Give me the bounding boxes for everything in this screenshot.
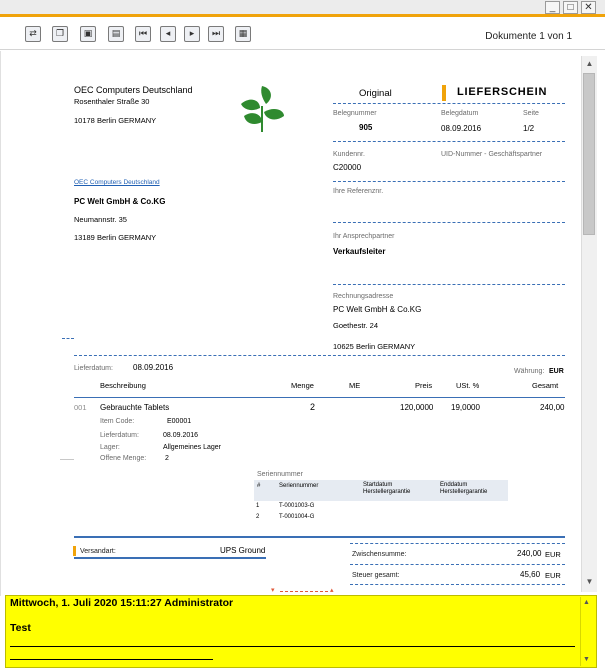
table-header-rule: [74, 397, 565, 398]
belegdatum-value: 08.09.2016: [441, 124, 482, 133]
divider: [333, 141, 565, 142]
belegnummer-label: Belegnummer: [333, 110, 377, 117]
serial-col-start: Startdatum Herstellergarantie: [363, 482, 411, 495]
col-header-ust: USt. %: [456, 381, 480, 390]
page-break-marker-icon: ▾: [271, 587, 275, 594]
seite-label: Seite: [523, 110, 539, 117]
steuer-label: Steuer gesamt:: [352, 572, 400, 579]
last-page-icon[interactable]: ⏭: [208, 26, 224, 42]
close-icon[interactable]: ✕: [581, 1, 596, 14]
scrollbar-thumb[interactable]: [583, 73, 595, 235]
detail-lieferdatum-label: Lieferdatum:: [100, 432, 139, 439]
item-code-value: E00001: [167, 418, 192, 425]
recipient-name: PC Welt GmbH & Co.KG: [74, 197, 166, 206]
save-icon[interactable]: ▣: [80, 26, 96, 42]
kundennr-value: C20000: [333, 163, 362, 172]
lieferdatum-value: 08.09.2016: [133, 363, 174, 372]
belegnummer-value: 905: [359, 123, 373, 132]
divider: [350, 543, 565, 544]
versandart-value: UPS Ground: [220, 546, 266, 555]
document-count: Dokumente 1 von 1: [485, 31, 572, 42]
divider: [333, 181, 565, 182]
serial-col-nr: #: [257, 483, 261, 489]
copy-icon[interactable]: ❐: [52, 26, 68, 42]
footer-rule: [74, 536, 565, 538]
uid-label: UID-Nummer - Geschäftspartner: [441, 151, 543, 158]
versandart-label: Versandart:: [80, 548, 116, 555]
row-ust: 19,0000: [451, 403, 480, 412]
belegdatum-label: Belegdatum: [441, 110, 479, 117]
rechnung-city: 10625 Berlin GERMANY: [333, 342, 416, 351]
serial-row-value: T-0001004-G: [279, 514, 315, 520]
waehrung-label: Währung:: [514, 368, 545, 375]
scroll-down-icon[interactable]: ▼: [585, 577, 594, 586]
detail-lieferdatum-value: 08.09.2016: [163, 432, 199, 439]
status-rule: [10, 646, 575, 647]
col-header-menge: Menge: [291, 381, 314, 390]
recipient-city: 13189 Berlin GERMANY: [74, 233, 157, 242]
sender-street: Rosenthaler Straße 30: [74, 97, 150, 106]
page-break-marker-icon: ▴: [330, 587, 334, 594]
layout-icon[interactable]: ▤: [108, 26, 124, 42]
refresh-icon[interactable]: ⇄: [25, 26, 41, 42]
serial-col-serial: Seriennummer: [279, 483, 319, 489]
referenz-label: Ihre Referenznr.: [333, 188, 384, 195]
col-header-me: ME: [349, 381, 361, 390]
page-break-line: [280, 591, 328, 592]
serial-title: Seriennummer: [257, 471, 303, 478]
row-menge: 2: [310, 402, 316, 412]
col-header-beschreibung: Beschreibung: [100, 381, 146, 390]
versandart-underline: [74, 557, 266, 559]
scroll-up-icon[interactable]: ▲: [585, 59, 594, 68]
divider: [60, 459, 74, 460]
minimize-icon[interactable]: _: [545, 1, 560, 14]
lager-label: Lager:: [100, 444, 120, 451]
first-page-icon[interactable]: ⏮: [135, 26, 151, 42]
rechnungsadresse-label: Rechnungsadresse: [333, 293, 394, 300]
divider: [333, 222, 565, 223]
col-header-preis: Preis: [415, 381, 433, 390]
prev-page-icon[interactable]: ◂: [160, 26, 176, 42]
status-scroll-up-icon[interactable]: ▲: [583, 599, 590, 606]
title-accent-bar: [442, 85, 446, 101]
original-label: Original: [359, 88, 392, 99]
toolbar: [0, 20, 605, 50]
offene-menge-label: Offene Menge:: [100, 455, 147, 462]
next-page-icon[interactable]: ▸: [184, 26, 200, 42]
status-scroll-down-icon[interactable]: ▼: [583, 656, 590, 663]
serial-row-nr: 2: [256, 514, 260, 520]
zwischensumme-currency: EUR: [545, 550, 561, 559]
recipient-street: Neumannstr. 35: [74, 215, 127, 224]
divider: [350, 584, 565, 585]
divider: [333, 284, 565, 285]
col-header-gesamt: Gesamt: [532, 381, 559, 390]
rechnung-street: Goethestr. 24: [333, 321, 379, 330]
sender-city: 10178 Berlin GERMANY: [74, 116, 157, 125]
versandart-accent-bar: [73, 546, 76, 556]
offene-menge-value: 2: [165, 455, 169, 462]
row-position: 001: [74, 403, 87, 412]
seite-value: 1/2: [523, 124, 535, 133]
document-title: LIEFERSCHEIN: [457, 86, 548, 98]
print-preview-icon[interactable]: ▦: [235, 26, 251, 42]
serial-col-end: Enddatum Herstellergarantie: [440, 482, 488, 495]
divider: [74, 355, 565, 356]
status-line-note: Test: [10, 622, 31, 634]
sender-name: OEC Computers Deutschland: [74, 85, 193, 95]
window-titlebar: [0, 0, 605, 17]
lager-value: Allgemeines Lager: [163, 444, 221, 451]
row-gesamt: 240,00: [540, 403, 565, 412]
ansprechpartner-label: Ihr Ansprechpartner: [333, 233, 395, 240]
row-beschreibung: Gebrauchte Tablets: [100, 403, 170, 412]
maximize-icon[interactable]: □: [563, 1, 578, 14]
row-preis: 120,0000: [400, 403, 434, 412]
serial-row-value: T-0001003-G: [279, 503, 315, 509]
divider: [62, 338, 74, 339]
ansprechpartner-value: Verkaufsleiter: [333, 247, 386, 256]
rechnung-name: PC Welt GmbH & Co.KG: [333, 305, 422, 314]
lieferdatum-label: Lieferdatum:: [74, 365, 113, 372]
divider: [350, 564, 565, 565]
zwischensumme-label: Zwischensumme:: [352, 551, 407, 558]
sender-small-line: OEC Computers Deutschland: [74, 179, 160, 186]
serial-row-nr: 1: [256, 503, 260, 509]
waehrung-value: EUR: [549, 368, 564, 375]
status-rule: [10, 659, 213, 660]
item-code-label: Item Code:: [100, 418, 135, 425]
steuer-currency: EUR: [545, 571, 561, 580]
company-logo: [236, 82, 288, 134]
kundennr-label: Kundennr.: [333, 151, 365, 158]
status-line-datetime: Mittwoch, 1. Juli 2020 15:11:27 Administrator: [10, 597, 234, 609]
steuer-value: 45,60: [520, 570, 541, 579]
divider: [333, 103, 565, 104]
zwischensumme-value: 240,00: [517, 549, 542, 558]
